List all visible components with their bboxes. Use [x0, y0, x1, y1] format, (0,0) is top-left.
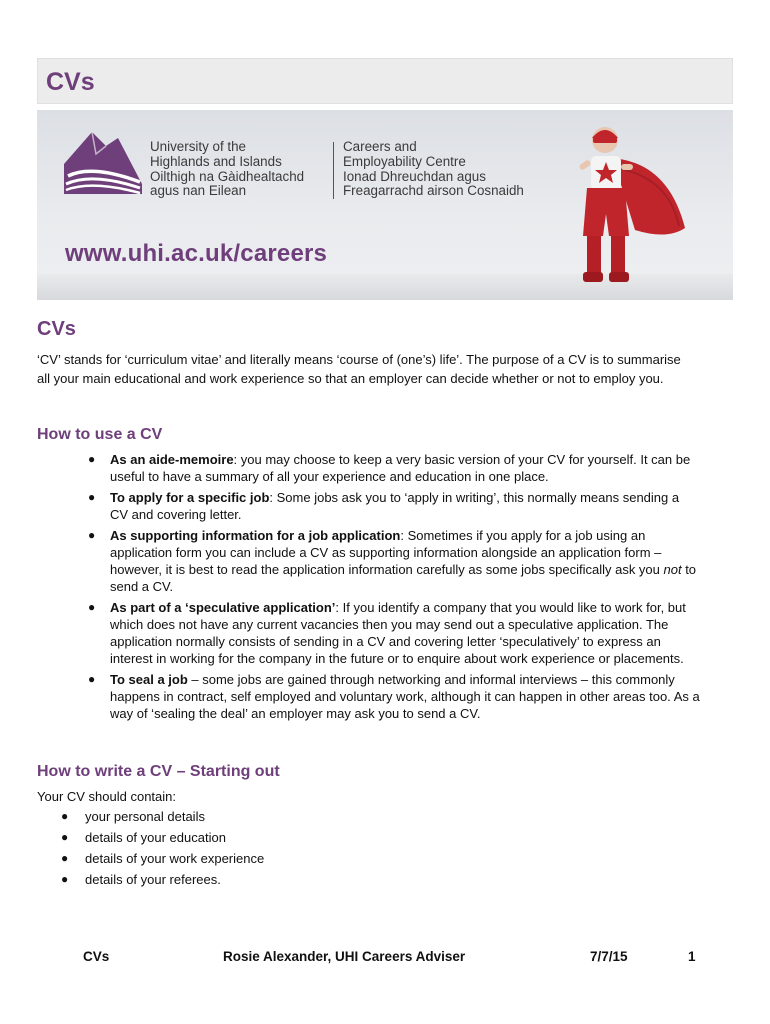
university-name: University of the Highlands and Islands Oilthigh na Gàidhealtachd agus nan Eilean: [150, 139, 305, 199]
section-heading-cvs: CVs: [37, 318, 76, 340]
how-to-use-list: [88, 451, 700, 726]
logo-divider: [333, 142, 334, 199]
bullet-icon: ●: [61, 809, 69, 823]
footer-page-number: 1: [688, 949, 696, 964]
section-heading-how-to-use: How to use a CV: [37, 426, 163, 443]
careers-banner: [37, 110, 733, 300]
list-item: ● To seal a job – some jobs are gained through networking and informal interviews – this commonly happens in contract, self employed and voluntary work, although it can happen in other areas too. As a way of ‘sealing the deal’ an employer may ask you to send a CV.: [88, 672, 700, 721]
list-item: ● details of your referees.: [61, 872, 221, 887]
footer-date: 7/7/15: [590, 949, 628, 964]
careers-url[interactable]: www.uhi.ac.uk/careers: [65, 240, 328, 267]
list-item: ● details of your education: [61, 830, 226, 845]
list-item: ● As part of a ‘speculative application’: If you identify a company that you would like to work for, but which does not have any current vacancies then you may send out a speculative application. The application normally consists of sending in a CV and covering letter ‘speculatively’ to express an interest in working for the company in the future or to enquire about work experience or placements.: [88, 600, 686, 666]
intro-paragraph: ‘CV’ stands for ‘curriculum vitae’ and literally means ‘course of (one’s) life’. The purpose of a CV is to summarise all your main educational and work experience so that an employer can decide whether or not to employ you.: [37, 352, 681, 386]
uhi-logo-icon: [62, 124, 144, 199]
list-item: ● As an aide-memoire: you may choose to keep a very basic version of your CV for yourself. It can be useful to have a summary of all your experience and education in one place.: [88, 452, 691, 484]
title-bar: [37, 58, 733, 104]
bullet-icon: ●: [88, 672, 96, 686]
cv-contents-list: [61, 808, 485, 892]
bullet-icon: ●: [88, 528, 96, 542]
bullet-icon: ●: [61, 851, 69, 865]
list-item: ● As supporting information for a job application: Sometimes if you apply for a job using an application form you can include a CV as supporting information alongside an application form – however, it is best to read the application information carefully as some jobs specifically ask you not to send a CV.: [88, 528, 697, 594]
contain-lead: Your CV should contain:: [37, 789, 177, 804]
careers-centre-name: Careers and Employability Centre Ionad Dhreuchdan agus Freagarrachd airson Cosnaidh: [343, 139, 524, 199]
page-title: CVs: [46, 68, 95, 96]
footer-author: Rosie Alexander, UHI Careers Adviser: [223, 949, 466, 964]
superhero-child-icon: [557, 118, 697, 298]
section-heading-how-to-write: How to write a CV – Starting out: [37, 763, 280, 780]
list-item: ● your personal details: [61, 809, 205, 824]
bullet-icon: ●: [88, 452, 96, 466]
bullet-icon: ●: [88, 490, 96, 504]
bullet-icon: ●: [61, 872, 69, 886]
list-item: ● To apply for a specific job: Some jobs ask you to ‘apply in writing’, this normally means sending a CV and covering letter.: [88, 490, 680, 522]
list-item: ● details of your work experience: [61, 851, 265, 866]
bullet-icon: ●: [88, 600, 96, 614]
footer-doc-title: CVs: [83, 949, 110, 964]
bullet-icon: ●: [61, 830, 69, 844]
